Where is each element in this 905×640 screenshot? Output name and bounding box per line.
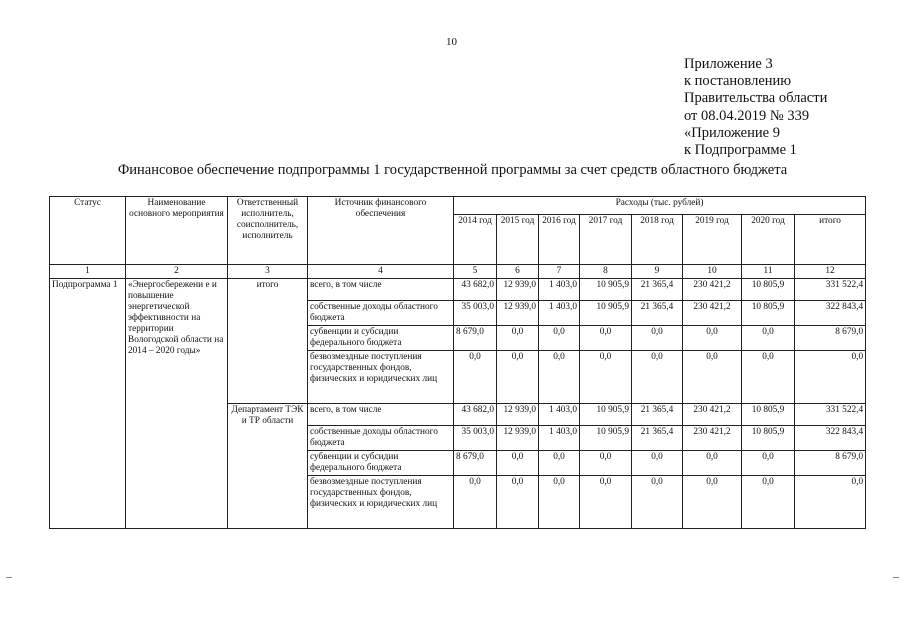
source-cell: субвенции и субсидии федерального бюджета <box>308 451 454 476</box>
value-cell: 0,0 <box>683 476 742 529</box>
executor-cell: Департамент ТЭК и ТР области <box>228 404 308 529</box>
header-year: 2020 год <box>742 215 795 265</box>
value-cell: 12 939,0 <box>497 404 539 426</box>
column-number: 6 <box>497 265 539 279</box>
value-cell: 230 421,2 <box>683 426 742 451</box>
appendix-line: от 08.04.2019 № 339 <box>684 107 810 124</box>
scan-edge-mark-left <box>6 577 12 578</box>
header-total: итого <box>795 215 866 265</box>
activity-cell: «Энергосбережени е и повышение энергетической эффективности на территории Вологодской области на 2014 – 2020 годы» <box>126 279 228 529</box>
value-cell: 21 365,4 <box>632 301 683 326</box>
header-year: 2019 год <box>683 215 742 265</box>
page-number: 10 <box>446 36 457 48</box>
value-cell: 0,0 <box>742 351 795 404</box>
value-cell: 8 679,0 <box>795 326 866 351</box>
value-cell: 0,0 <box>580 451 632 476</box>
column-number: 7 <box>539 265 580 279</box>
value-cell: 230 421,2 <box>683 279 742 301</box>
value-cell: 1 403,0 <box>539 426 580 451</box>
column-number: 11 <box>742 265 795 279</box>
value-cell: 12 939,0 <box>497 426 539 451</box>
appendix-line: к постановлению <box>684 73 792 90</box>
header-activity: Наименование основного мероприятия <box>126 197 228 265</box>
value-cell: 322 843,4 <box>795 426 866 451</box>
column-number: 2 <box>126 265 228 279</box>
value-cell: 12 939,0 <box>497 301 539 326</box>
value-cell: 0,0 <box>632 326 683 351</box>
value-cell: 0,0 <box>795 476 866 529</box>
value-cell: 0,0 <box>683 351 742 404</box>
appendix-line: Приложение 3 <box>684 56 773 72</box>
column-number: 8 <box>580 265 632 279</box>
value-cell: 10 905,9 <box>580 301 632 326</box>
value-cell: 12 939,0 <box>497 279 539 301</box>
source-cell: безвозмездные поступления государственных фондов, физических и юридических лиц <box>308 351 454 404</box>
column-number: 12 <box>795 265 866 279</box>
value-cell: 1 403,0 <box>539 404 580 426</box>
status-cell: Подпрограмма 1 <box>50 279 126 529</box>
source-cell: всего, в том числе <box>308 279 454 301</box>
value-cell: 10 805,9 <box>742 301 795 326</box>
value-cell: 43 682,0 <box>454 279 497 301</box>
financing-table <box>49 196 866 529</box>
table-row <box>50 279 866 301</box>
source-cell: всего, в том числе <box>308 404 454 426</box>
value-cell: 0,0 <box>632 476 683 529</box>
value-cell: 0,0 <box>742 326 795 351</box>
value-cell: 0,0 <box>795 351 866 404</box>
executor-cell: итого <box>228 279 308 404</box>
value-cell: 1 403,0 <box>539 301 580 326</box>
value-cell: 10 905,9 <box>580 404 632 426</box>
header-year: 2015 год <box>497 215 539 265</box>
value-cell: 10 805,9 <box>742 279 795 301</box>
value-cell: 0,0 <box>454 476 497 529</box>
value-cell: 0,0 <box>580 351 632 404</box>
value-cell: 230 421,2 <box>683 301 742 326</box>
column-number-row <box>50 265 866 279</box>
value-cell: 1 403,0 <box>539 279 580 301</box>
source-cell: собственные доходы областного бюджета <box>308 301 454 326</box>
table-body <box>50 197 866 529</box>
value-cell: 10 805,9 <box>742 426 795 451</box>
column-number: 9 <box>632 265 683 279</box>
value-cell: 0,0 <box>683 451 742 476</box>
source-cell: субвенции и субсидии федерального бюджета <box>308 326 454 351</box>
appendix-line: к Подпрограмме 1 <box>684 142 797 159</box>
header-expenses: Расходы (тыс. рублей) <box>454 197 866 215</box>
header-year: 2017 год <box>580 215 632 265</box>
value-cell: 0,0 <box>632 351 683 404</box>
value-cell: 0,0 <box>539 351 580 404</box>
value-cell: 0,0 <box>539 451 580 476</box>
column-number: 5 <box>454 265 497 279</box>
value-cell: 10 905,9 <box>580 426 632 451</box>
column-number: 4 <box>308 265 454 279</box>
value-cell: 0,0 <box>580 476 632 529</box>
value-cell: 0,0 <box>742 476 795 529</box>
value-cell: 0,0 <box>683 326 742 351</box>
column-number: 1 <box>50 265 126 279</box>
appendix-block <box>684 56 827 159</box>
value-cell: 21 365,4 <box>632 404 683 426</box>
value-cell: 0,0 <box>497 451 539 476</box>
column-number: 10 <box>683 265 742 279</box>
value-cell: 0,0 <box>580 326 632 351</box>
value-cell: 8 679,0 <box>795 451 866 476</box>
value-cell: 0,0 <box>632 451 683 476</box>
value-cell: 10 805,9 <box>742 404 795 426</box>
header-source: Источник финансового обеспечения <box>308 197 454 265</box>
scan-edge-mark-right <box>893 577 899 578</box>
value-cell: 331 522,4 <box>795 279 866 301</box>
value-cell: 331 522,4 <box>795 404 866 426</box>
value-cell: 0,0 <box>742 451 795 476</box>
value-cell: 8 679,0 <box>454 451 497 476</box>
header-row <box>50 197 866 215</box>
appendix-line: «Приложение 9 <box>684 124 780 141</box>
value-cell: 0,0 <box>497 476 539 529</box>
value-cell: 35 003,0 <box>454 301 497 326</box>
document-title: Финансовое обеспечение подпрограммы 1 государственной программы за счет средств областного бюджета <box>117 162 788 178</box>
value-cell: 21 365,4 <box>632 279 683 301</box>
value-cell: 43 682,0 <box>454 404 497 426</box>
appendix-line: Правительства области <box>684 90 828 107</box>
source-cell: собственные доходы областного бюджета <box>308 426 454 451</box>
source-cell: безвозмездные поступления государственных фондов, физических и юридических лиц <box>308 476 454 529</box>
value-cell: 322 843,4 <box>795 301 866 326</box>
value-cell: 0,0 <box>539 326 580 351</box>
value-cell: 230 421,2 <box>683 404 742 426</box>
header-year: 2018 год <box>632 215 683 265</box>
header-status: Статус <box>50 197 126 265</box>
value-cell: 0,0 <box>497 326 539 351</box>
header-year: 2014 год <box>454 215 497 265</box>
value-cell: 21 365,4 <box>632 426 683 451</box>
column-number: 3 <box>228 265 308 279</box>
value-cell: 0,0 <box>454 351 497 404</box>
header-year: 2016 год <box>539 215 580 265</box>
value-cell: 10 905,9 <box>580 279 632 301</box>
header-executor: Ответственный исполнитель, соисполнитель, исполнитель <box>228 197 308 265</box>
value-cell: 0,0 <box>539 476 580 529</box>
value-cell: 0,0 <box>497 351 539 404</box>
value-cell: 35 003,0 <box>454 426 497 451</box>
value-cell: 8 679,0 <box>454 326 497 351</box>
